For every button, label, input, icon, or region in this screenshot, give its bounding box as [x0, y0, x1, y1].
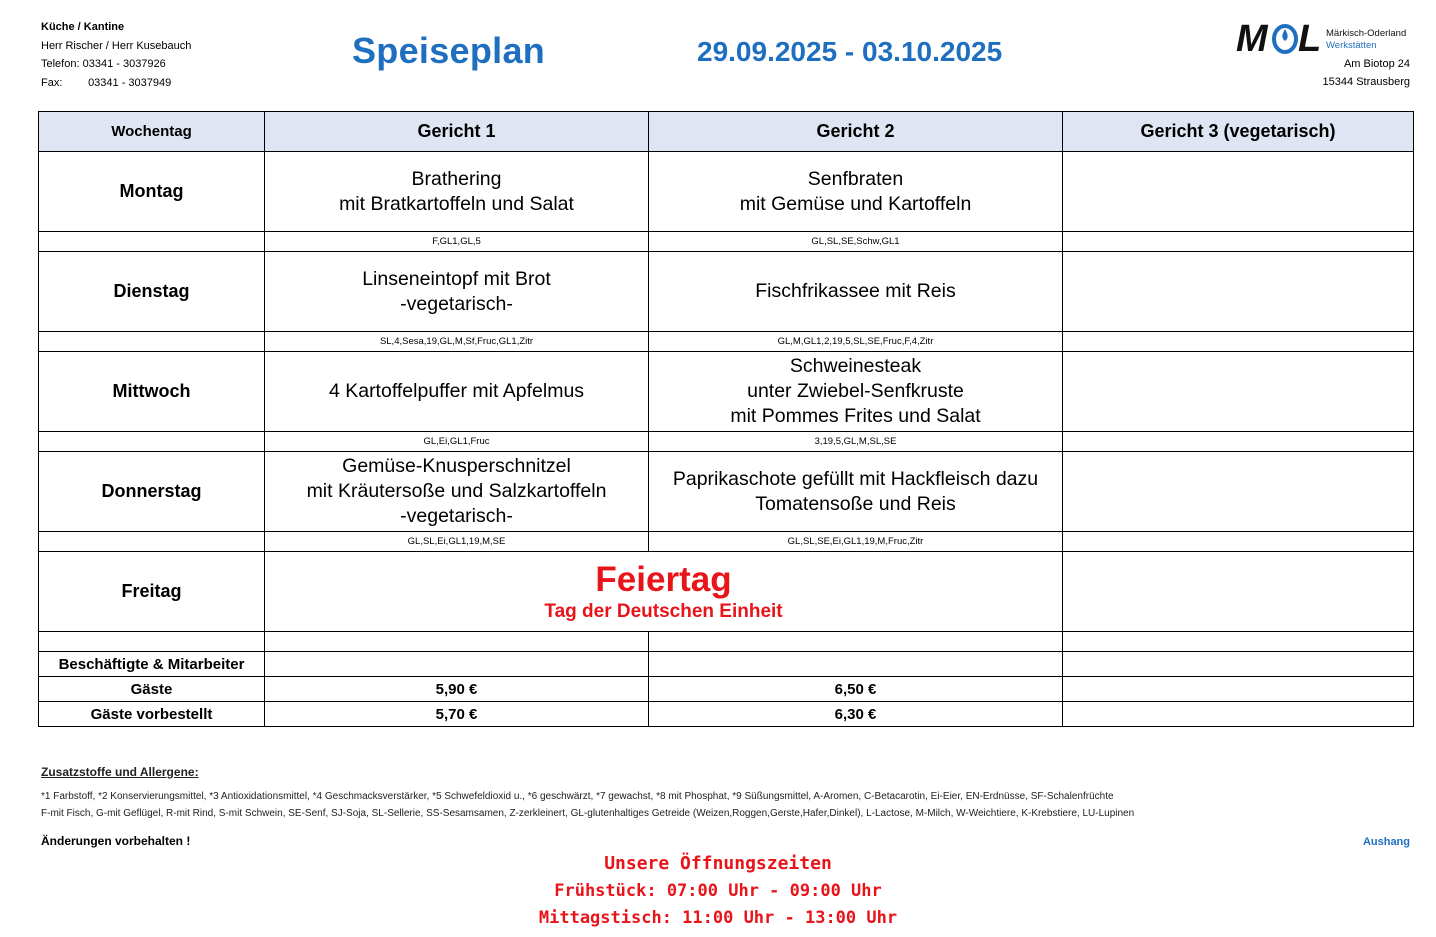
- price-dish-1: 5,70 €: [265, 702, 649, 727]
- dish-text-line: mit Gemüse und Kartoffeln: [739, 192, 972, 215]
- dish-2-cell: [649, 252, 1063, 332]
- address: [1323, 55, 1410, 91]
- additives-line-1: *1 Farbstoff, *2 Konservierungsmittel, *3 Antioxidationsmittel, *4 Geschmacksverstärker, *5 Schwefeldioxid u., *6 geschwärzt, *7 gewachst, *8 mit Phosphat, *9 Süßungsmittel, A-Aromen, C-Betacarotin, Ei-Eier, EN-Erdnüsse, SF-Schalenfrüchte: [41, 791, 1114, 802]
- address-city: 15344 Strausberg: [1322, 76, 1410, 88]
- price-dish-2: 6,50 €: [649, 677, 1063, 702]
- allergen-codes-dish-3: [1063, 332, 1414, 352]
- additives-line-2: F-mit Fisch, G-mit Geflügel, R-mit Rind, S-mit Schwein, SE-Senf, SJ-Soja, SL-Sellerie, SS-Sesamsamen, Z-zerkleinert, GL-glutenhaltiges Getreide (Weizen,Roggen,Gerste,Hafer,Dinkel), L-Lactose, M-Milch, W-Weichtiere, K-Krebstiere, LU-Lupinen: [41, 808, 1135, 819]
- opening-hours-breakfast: Frühstück: 07:00 Uhr - 09:00 Uhr: [554, 881, 882, 901]
- allergen-row: [39, 332, 1414, 352]
- logo-letter-m: M: [1236, 18, 1268, 60]
- header-weekday: Wochentag: [39, 112, 265, 152]
- dish-1-cell: [265, 152, 649, 232]
- price-dish-2: 6,30 €: [649, 702, 1063, 727]
- allergen-codes-dish-1: SL,4,Sesa,19,GL,M,Sf,Fruc,GL1,Zitr: [265, 332, 649, 352]
- phone-number: 03341 - 3037926: [82, 58, 166, 70]
- dish-text-line: 4 Kartoffelpuffer mit Apfelmus: [328, 380, 585, 402]
- day-name: Donnerstag: [39, 452, 265, 532]
- price-label: Gäste vorbestellt: [39, 702, 265, 727]
- fax-label: Fax:: [41, 76, 63, 89]
- holiday-name: Tag der Deutschen Einheit: [544, 600, 783, 622]
- holiday-title: Feiertag: [595, 559, 732, 599]
- price-dish-1: [265, 652, 649, 677]
- dish-text-line: -vegetarisch-: [400, 292, 513, 315]
- day-row: [39, 352, 1414, 432]
- aushang-label: Aushang: [1362, 836, 1410, 848]
- allergen-codes-dish-3: [1063, 232, 1414, 252]
- phone-label: Telefon:: [41, 58, 80, 70]
- dish-1-cell: [265, 252, 649, 332]
- logo-letter-l: L: [1298, 18, 1322, 60]
- allergen-row: [39, 232, 1414, 252]
- allergen-row: [39, 532, 1414, 552]
- day-row: [39, 152, 1414, 232]
- dish-text-line: Senfbraten: [807, 167, 904, 190]
- allergen-codes-dish-2: GL,SL,SE,Ei,GL1,19,M,Fruc,Zitr: [649, 532, 1063, 552]
- price-row-guests-preordered: [39, 702, 1414, 727]
- additives-legend: [41, 788, 1401, 822]
- price-label: Gäste: [39, 677, 265, 702]
- logo-line2: Werkstätten: [1326, 40, 1377, 51]
- dish-3-cell: [1063, 552, 1414, 632]
- price-row-guests: [39, 677, 1414, 702]
- logo-drop-icon: [1274, 26, 1296, 52]
- dish-3-cell: [1063, 152, 1414, 232]
- day-name: Freitag: [39, 552, 265, 632]
- dish-text-line: Paprikaschote gefüllt mit Hackfleisch dazu: [672, 467, 1039, 490]
- address-street: Am Biotop 24: [1343, 58, 1410, 70]
- dish-text-line: mit Kräutersoße und Salzkartoffeln: [306, 480, 607, 502]
- allergen-codes-dish-3: [1063, 432, 1414, 452]
- header-dish-2: Gericht 2: [649, 112, 1063, 152]
- additives-title: Zusatzstoffe und Allergene:: [41, 765, 199, 779]
- logo-line1: Märkisch-Oderland: [1326, 28, 1407, 39]
- opening-hours-lunch: Mittagstisch: 11:00 Uhr - 13:00 Uhr: [538, 908, 898, 928]
- opening-hours-title: Unsere Öffnungszeiten: [604, 853, 832, 874]
- menu-body: [39, 152, 1414, 727]
- allergen-codes-dish-1: GL,SL,Ei,GL1,19,M,SE: [265, 532, 649, 552]
- table-header-row: [39, 112, 1414, 152]
- allergen-codes-dish-1: GL,Ei,GL1,Fruc: [265, 432, 649, 452]
- dish-1-cell: [265, 452, 649, 532]
- changes-note: Änderungen vorbehalten !: [41, 834, 191, 848]
- kitchen-contact: [41, 18, 191, 92]
- dish-text-line: Gemüse-Knusperschnitzel: [342, 455, 571, 477]
- dish-text-line: Schweinesteak: [789, 355, 922, 377]
- day-name: Montag: [39, 152, 265, 232]
- day-row: [39, 252, 1414, 332]
- allergen-codes-dish-1: F,GL1,GL,5: [265, 232, 649, 252]
- dish-text-line: Tomatensoße und Reis: [755, 492, 956, 515]
- fax-line: [41, 74, 191, 93]
- dish-1-cell: [265, 352, 649, 432]
- allergen-codes-dish-3: [1063, 532, 1414, 552]
- dish-3-cell: [1063, 352, 1414, 432]
- allergen-row-friday: [39, 632, 1414, 652]
- day-name: Dienstag: [39, 252, 265, 332]
- dish-text-line: unter Zwiebel-Senfkruste: [747, 380, 964, 402]
- dish-text-line: mit Bratkartoffeln und Salat: [339, 192, 574, 215]
- allergen-row: [39, 432, 1414, 452]
- allergen-codes-dish-2: GL,SL,SE,Schw,GL1: [649, 232, 1063, 252]
- kitchen-persons: Herr Rischer / Herr Kusebauch: [41, 39, 192, 52]
- dish-2-cell: [649, 152, 1063, 232]
- day-row: [39, 452, 1414, 532]
- dish-text-line: Fischfrikassee mit Reis: [755, 280, 956, 302]
- kitchen-heading: Küche / Kantine: [41, 21, 125, 33]
- dish-2-cell: [649, 452, 1063, 532]
- price-dish-3: [1063, 702, 1414, 727]
- day-name: Mittwoch: [39, 352, 265, 432]
- allergen-codes-dish-2: 3,19,5,GL,M,SL,SE: [649, 432, 1063, 452]
- dish-text-line: Brathering: [411, 167, 502, 190]
- price-dish-2: [649, 652, 1063, 677]
- price-dish-3: [1063, 652, 1414, 677]
- dish-2-cell: [649, 352, 1063, 432]
- day-row-friday: [39, 552, 1414, 632]
- dish-text-line: mit Pommes Frites und Salat: [730, 405, 981, 427]
- dish-3-cell: [1063, 252, 1414, 332]
- price-label: Beschäftigte & Mitarbeiter: [39, 652, 265, 677]
- menu-table: [38, 111, 1414, 727]
- allergen-codes-dish-2: GL,M,GL1,2,19,5,SL,SE,Fruc,F,4,Zitr: [649, 332, 1063, 352]
- header-dish-3: Gericht 3 (vegetarisch): [1063, 112, 1414, 152]
- page-title: Speiseplan: [352, 30, 546, 71]
- price-row-employees: [39, 652, 1414, 677]
- dish-text-line: Linseneintopf mit Brot: [362, 267, 551, 290]
- date-range: 29.09.2025 - 03.10.2025: [697, 36, 1003, 67]
- price-dish-3: [1063, 677, 1414, 702]
- dish-3-cell: [1063, 452, 1414, 532]
- fax-number: 03341 - 3037949: [88, 76, 172, 89]
- phone-line: [41, 55, 191, 74]
- dish-text-line: -vegetarisch-: [400, 505, 513, 527]
- price-dish-1: 5,90 €: [265, 677, 649, 702]
- header-dish-1: Gericht 1: [265, 112, 649, 152]
- holiday-cell: [265, 552, 1063, 632]
